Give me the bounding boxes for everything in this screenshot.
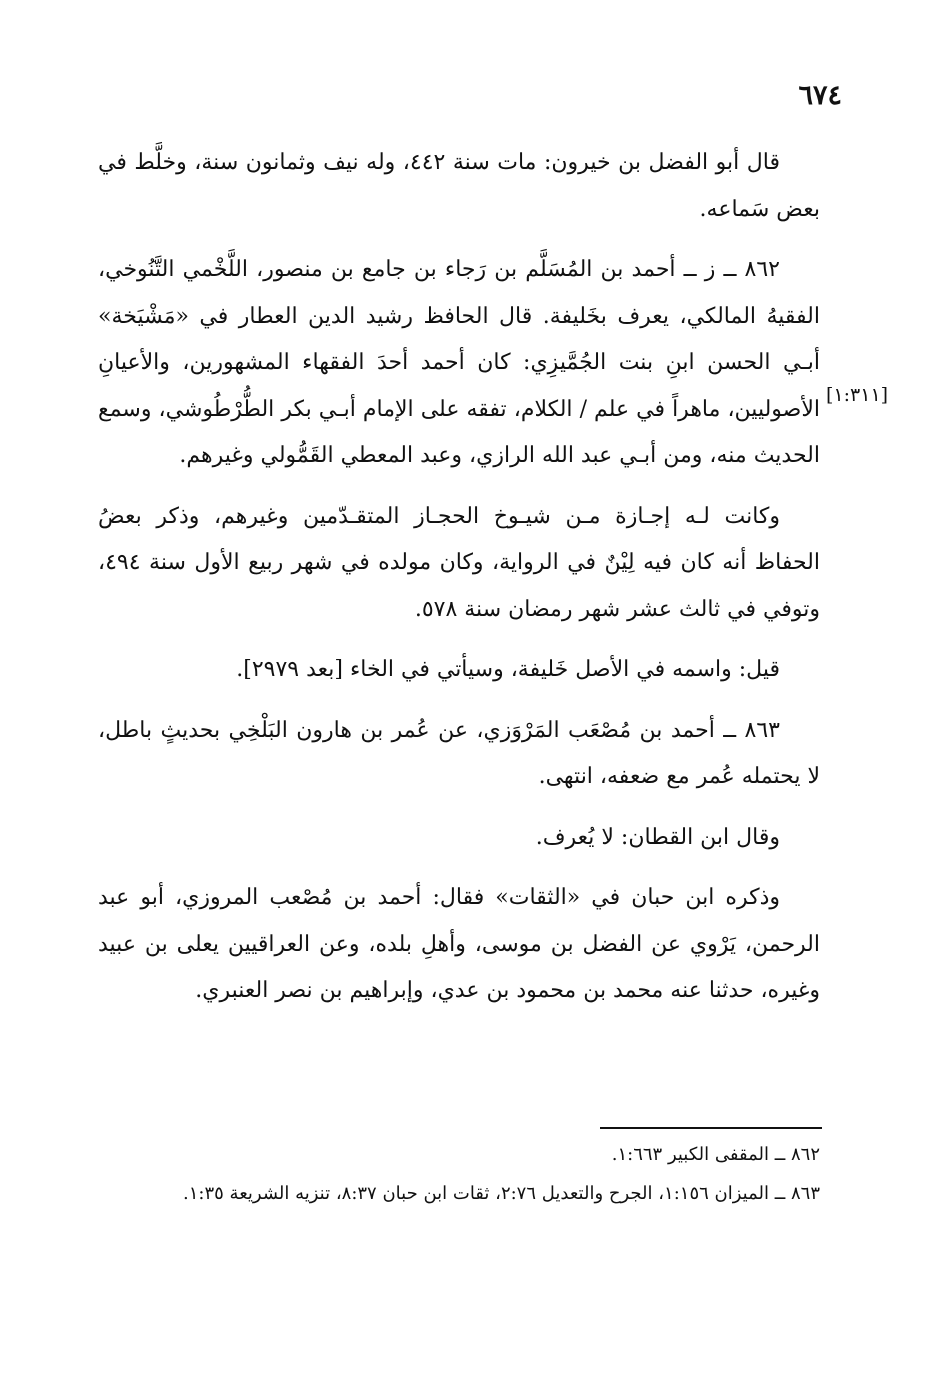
footnote: ٨٦٢ ــ المقفى الكبير ١:٦٦٣. — [611, 1144, 820, 1165]
paragraph: وقال ابن القطان: لا يُعرف. — [535, 824, 780, 850]
paragraph: وذكره ابن حبان في «الثقات» فقال: أحمد بن مُصْعب المروزي، أبو عبد الرحمن، يَرْوي عن الفضل بن موسى، وأهلِ بلده، وعن العراقيين يعلى بن عبيد وغيره، حدثنا عنه محمد بن محمود بن عدي، وإبراهيم بن نصر العنبري. — [98, 885, 820, 1003]
page-number: ٦٧٤ — [798, 80, 842, 111]
margin-reference: [١:٣١١] — [826, 384, 889, 406]
paragraph: قيل: واسمه في الأصل خَليفة، وسيأتي في الخاء [بعد ٢٩٧٩]. — [236, 657, 780, 682]
footnote: ٨٦٣ ــ الميزان ١:١٥٦، الجرح والتعديل ٢:٧٦، ثقات ابن حبان ٨:٣٧، تنزيه الشريعة ١:٣٥. — [183, 1183, 820, 1204]
paragraph: قال أبو الفضل بن خيرون: مات سنة ٤٤٢، وله نيف وثمانون سنة، وخلَّط في بعض سَماعه. — [98, 150, 820, 222]
footnote-divider — [600, 1127, 822, 1129]
footnotes — [98, 1137, 820, 1215]
entry-863: ٨٦٣ ــ أحمد بن مُصْعَب المَرْوَزي، عن عُمر بن هارون البَلْخِي بحديثٍ باطل، لا يحتمله عُمر مع ضعفه، انتهى. — [98, 717, 820, 789]
main-text — [98, 140, 820, 1029]
paragraph: وكانت لـه إجـازة مـن شيـوخ الحجـاز المتقـدّمين وغيرهم، وذكر بعضُ الحفاظ أنه كان فيه لِيْنٌ في الرواية، وكان مولده في شهر ربيع الأول سنة ٤٩٤، وتوفي في ثالث عشر شهر رمضان سنة ٥٧٨. — [98, 503, 820, 622]
entry-862: ٨٦٢ ــ ز ــ أحمد بن المُسَلَّم بن رَجاء بن جامع بن منصور، اللَّخْمي التَّنُوخي، الفقيهُ المالكي، يعرف بخَليفة. قال الحافظ رشيد الدين العطار في «مَشْيَخة» أبـي الحسن ابنِ بنت الجُمَّيزِي: كان أحمد أحدَ الفقهاء المشهورين، والأعيانِ الأصوليين، ماهراً في علم / الكلام، تفقه على الإمام أبـي بكر الطُّرْطُوشي، وسمع الحديث منه، ومن أبـي عبد الله الرازي، وعبد المعطي القَمُّولي وغيرهم. — [98, 257, 820, 468]
